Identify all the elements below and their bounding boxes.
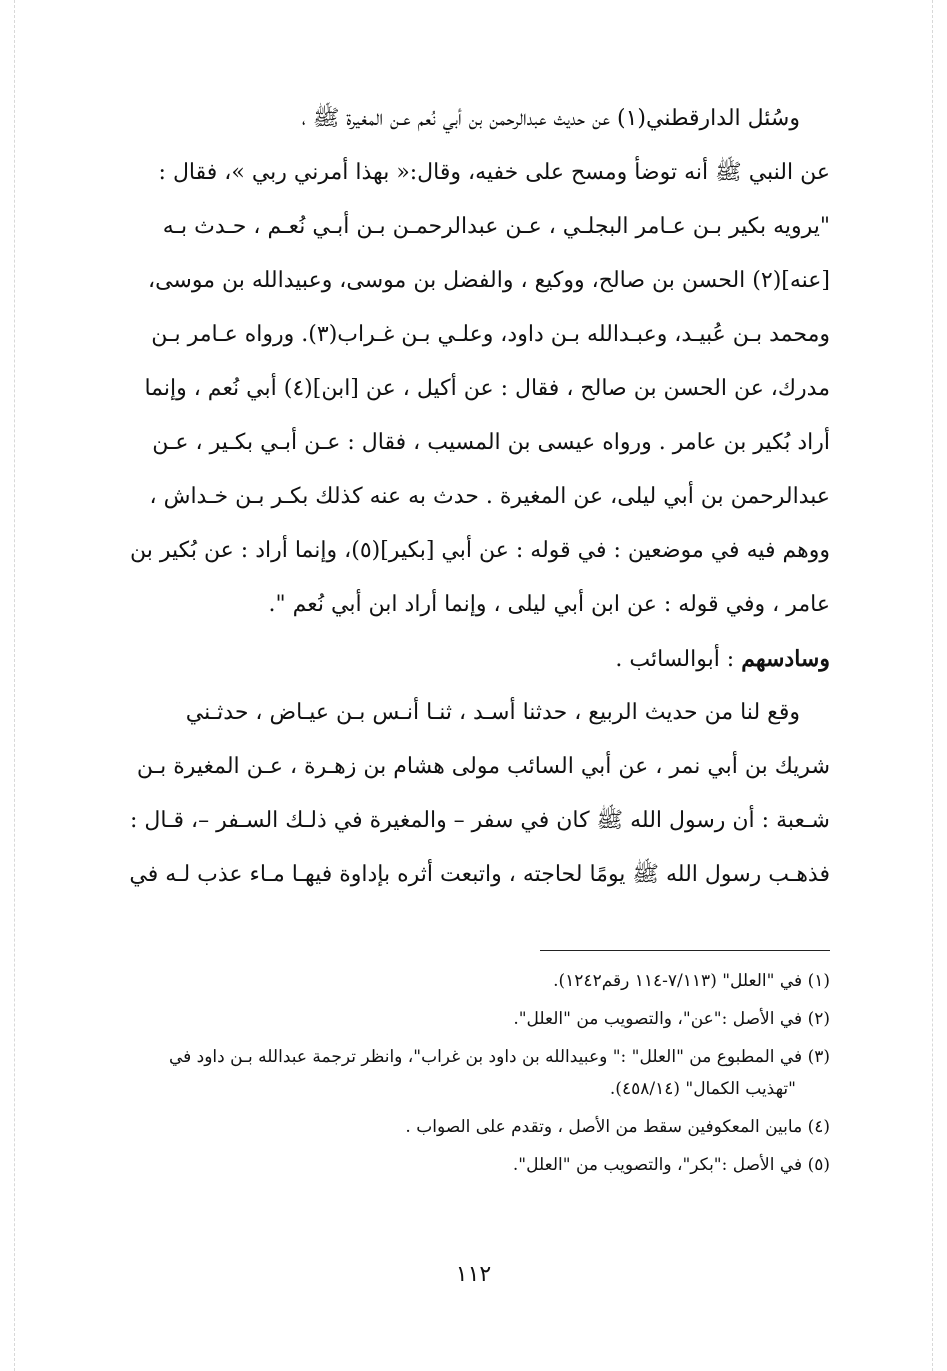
footnote: (٢) في الأصل :"عن"، والتصويب من "العلل". — [513, 1009, 830, 1029]
text-line: "يرويه بكير بـن عـامر البجلـي ، عـن عبدالرحمـن بـن أبـي نُعـم ، حـدث بـه — [162, 214, 830, 239]
text-line: مدرك، عن الحسن بن صالح ، فقال : عن أكيل ، عن [ابن](٤) أبي نُعم ، وإنما — [144, 376, 830, 401]
footnotes — [100, 966, 830, 1188]
text-line: عامر ، وفي قوله : عن ابن أبي ليلى ، وإنما أراد ابن أبي نُعم ". — [268, 592, 830, 617]
section-title-rest: : أبوالسائب . — [615, 647, 742, 672]
scan-edge-right — [932, 0, 933, 1371]
text-line: ووهم فيه في موضعين : في قوله : عن أبي [بكير](٥)، وإنما أراد : عن بُكير بن — [130, 538, 830, 563]
text-line: شريك بن أبي نمر ، عن أبي السائب مولى هشام بن زهـرة ، عـن المغيرة بـن — [136, 754, 830, 779]
footnote-separator — [540, 950, 830, 951]
text-line: أراد بُكير بن عامر . ورواه عيسى بن المسيب ، فقال : عـن أبـي بكـير ، عـن — [152, 430, 830, 455]
text-line: وسُئل الدارقطني(١) عن حديث عبدالرحمن بن أبي نُعم عـن المغيرة ﷺ ، — [301, 106, 800, 131]
text-line: فذهـب رسول الله ﷺ يومًا لحاجته ، واتبعت أثره بإداوة فيهـا مـاء عذب لـه في — [129, 862, 830, 887]
scan-edge-left — [14, 0, 15, 1371]
section-title: وسادسهم — [741, 646, 830, 672]
footnote: (٤) مابين المعكوفين سقط من الأصل ، وتقدم على الصواب . — [405, 1117, 830, 1137]
text-line: شـعبة : أن رسول الله ﷺ كان في سفر – والمغيرة في ذلـك السـفر –، قـال : — [130, 808, 830, 833]
text-line: عبدالرحمن بن أبي ليلى، عن المغيرة . حدث به عنه كذلك بكـر بـن خـداش ، — [149, 484, 830, 509]
section-heading-line — [100, 632, 830, 686]
text-line: وقع لنا من حديث الربيع ، حدثنا أسـد ، ثنـا أنـس بـن عيـاض ، حدثـني — [185, 700, 800, 725]
footnote: (١) في "العلل" (٧/١١٣-١١٤ رقم١٢٤٢). — [553, 971, 830, 991]
footnote: (٥) في الأصل :"بكر"، والتصويب من "العلل". — [512, 1155, 830, 1175]
text-line: [عنه](٢) الحسن بن صالح، ووكيع ، والفضل بن موسى، وعبيدالله بن موسى، — [147, 268, 830, 293]
footnote: (٣) في المطبوع من "العلل" :" وعبيدالله بن داود بن غراب"، وانظر ترجمة عبدالله بـن داود في — [168, 1047, 830, 1067]
page-number: ١١٢ — [455, 1262, 492, 1287]
footnote-continuation: "تهذيب الكمال" (٤٥٨/١٤). — [609, 1079, 796, 1099]
main-text — [100, 92, 830, 902]
text-line: عن النبي ﷺ أنه توضأ ومسح على خفيه، وقال:« بهذا أمرني ربي »، فقال : — [158, 160, 830, 185]
text-line: ومحمد بـن عُبيـد، وعبـدالله بـن داود، وعلـي بـن غـراب(٣). ورواه عـامر بـن — [151, 322, 830, 347]
